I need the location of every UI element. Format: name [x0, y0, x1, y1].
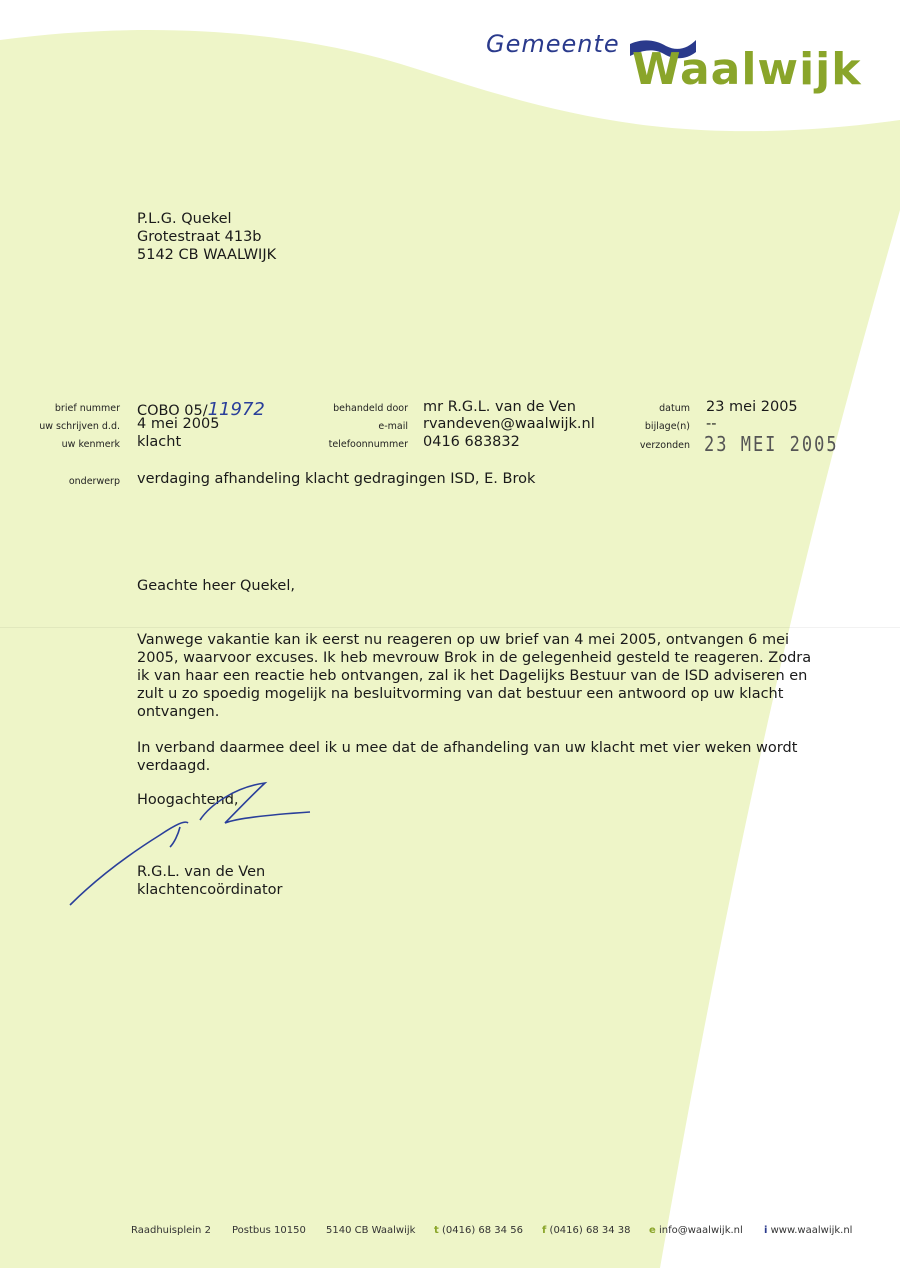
onderwerp-label: onderwerp: [68, 476, 120, 487]
footer-phone-key: t: [434, 1225, 439, 1236]
paper-fold-line: [0, 627, 900, 628]
behandeld-door-value: mr R.G.L. van de Ven: [423, 399, 576, 415]
brief-nummer-label: brief nummer: [54, 403, 120, 414]
paragraph-1: Vanwege vakantie kan ik eerst nu reageren op uw brief van 4 mei 2005, ontvangen 6 mei 2005, waarvoor excuses. Ik heb mevrouw Brok in de gelegenheid gesteld te reageren. Zodra ik van haar een reactie heb ontvangen, zal ik het Dagelijks Bestuur van de ISD adviseren en zult u zo spoedig mogelijk na besluitvorming van dat bestuur een antwoord op uw klacht ontvangen.: [137, 632, 812, 720]
footer-phone-value: (0416) 68 34 56: [441, 1225, 523, 1236]
footer-phone: [434, 1225, 523, 1236]
telefoon-value: 0416 683832: [423, 434, 520, 450]
footer-fax-value: (0416) 68 34 38: [549, 1225, 631, 1236]
footer-email: [649, 1225, 743, 1236]
footer-website-value: www.waalwijk.nl: [770, 1225, 853, 1236]
recipient-name: P.L.G. Quekel: [137, 211, 232, 227]
footer-address: Raadhuisplein 2: [131, 1225, 211, 1236]
footer-postcode: 5140 CB Waalwijk: [326, 1225, 416, 1236]
footer-fax-key: f: [542, 1225, 547, 1236]
bijlage-label: bijlage(n): [644, 421, 690, 432]
datum-label: datum: [659, 403, 690, 414]
brief-nummer-prefix: COBO 05/: [137, 403, 208, 419]
recipient-street: Grotestraat 413b: [137, 229, 262, 245]
footer-website-key: i: [764, 1225, 768, 1236]
uw-schrijven-label: uw schrijven d.d.: [39, 421, 120, 432]
footer-website: [764, 1225, 852, 1236]
bijlage-value: --: [706, 416, 717, 432]
logo-waalwijk-text: Waalwijk: [632, 44, 862, 95]
verzonden-label: verzonden: [639, 440, 690, 451]
recipient-city: 5142 CB WAALWIJK: [137, 247, 277, 263]
footer-email-key: e: [649, 1225, 656, 1236]
paragraph-2: In verband daarmee deel ik u mee dat de afhandeling van uw klacht met vier weken wordt verdaagd.: [137, 740, 798, 774]
footer-postbus: Postbus 10150: [232, 1225, 306, 1236]
footer-fax: [542, 1225, 631, 1236]
signer-title: klachtencoördinator: [137, 882, 283, 898]
email-label: e-mail: [378, 421, 408, 432]
telefoon-label: telefoonnummer: [328, 439, 408, 450]
logo-gemeente-text: Gemeente: [486, 30, 620, 58]
uw-schrijven-value: 4 mei 2005: [137, 416, 220, 432]
brief-nummer-handwritten: 11972: [207, 399, 265, 420]
closing: Hoogachtend,: [137, 792, 239, 808]
onderwerp-value: verdaging afhandeling klacht gedragingen ISD, E. Brok: [137, 471, 536, 487]
uw-kenmerk-label: uw kenmerk: [61, 439, 120, 450]
uw-kenmerk-value: klacht: [137, 434, 182, 450]
footer-email-value: info@waalwijk.nl: [658, 1225, 743, 1236]
email-value: rvandeven@waalwijk.nl: [423, 416, 595, 432]
datum-value: 23 mei 2005: [706, 399, 798, 415]
behandeld-door-label: behandeld door: [333, 403, 408, 414]
letter-body: [137, 631, 827, 793]
signer-name: R.G.L. van de Ven: [137, 864, 266, 880]
salutation: Geachte heer Quekel,: [137, 578, 295, 594]
verzonden-date-stamp: 23 MEI 2005: [704, 433, 839, 457]
